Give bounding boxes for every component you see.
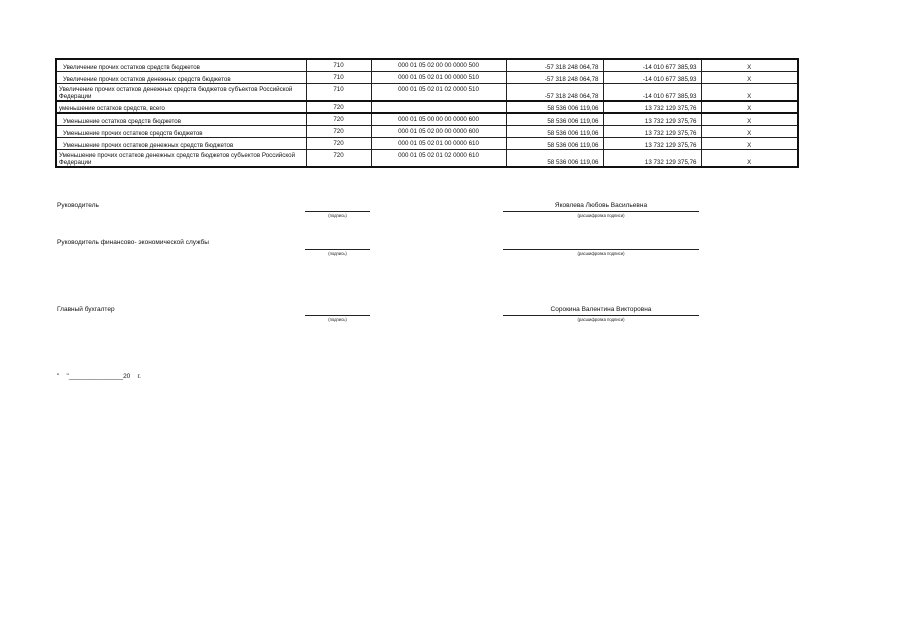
row-code: 710 [306, 83, 371, 101]
row-name: уменьшение остатков средств, всего [56, 101, 306, 113]
head-name-line [503, 211, 699, 212]
head-signature-hint: (подпись) [328, 213, 347, 218]
row-code: 720 [306, 137, 371, 149]
row-x: X [701, 83, 798, 101]
row-x: X [701, 137, 798, 149]
row-name: Увеличение прочих остатков средств бюджетов [56, 59, 306, 71]
table-row [56, 125, 798, 137]
head-name-hint: (расшифровка подписи) [577, 213, 625, 218]
row-x: X [701, 149, 798, 167]
table-row [56, 83, 798, 101]
accountant-signature-label: Главный бухгалтер [57, 306, 115, 313]
row-x: X [701, 59, 798, 71]
finance-name-hint: (расшифровка подписи) [577, 251, 625, 256]
row-kbk: 000 01 05 00 00 00 0000 600 [371, 113, 506, 125]
row-x: X [701, 113, 798, 125]
date-line: " "_______________20 г. [57, 373, 141, 380]
row-x: X [701, 125, 798, 137]
row-kbk: 000 01 05 02 01 02 0000 510 [371, 83, 506, 101]
row-code: 720 [306, 149, 371, 167]
finance-signature-hint: (подпись) [328, 251, 347, 256]
row-x: X [701, 101, 798, 113]
accountant-signature-line [305, 315, 370, 316]
head-signature-label: Руководитель [57, 202, 99, 209]
row-plan: 58 536 006 119,06 [506, 149, 603, 167]
sources-table [55, 58, 799, 168]
row-plan: -57 318 248 064,78 [506, 71, 603, 83]
row-fact: 13 732 129 375,76 [603, 125, 701, 137]
table-row [56, 113, 798, 125]
row-code: 720 [306, 125, 371, 137]
row-fact: -14 010 677 385,93 [603, 83, 701, 101]
row-x: X [701, 71, 798, 83]
finance-signature-line [305, 249, 370, 250]
finance-name-line [503, 249, 699, 250]
row-kbk: 000 01 05 02 01 00 0000 610 [371, 137, 506, 149]
row-code: 720 [306, 101, 371, 113]
row-code: 710 [306, 71, 371, 83]
row-name: Уменьшение прочих остатков денежных средств бюджетов [56, 137, 306, 149]
row-name: Уменьшение прочих остатков денежных средств бюджетов субъектов Российской Федерации [56, 149, 306, 167]
table-row [56, 137, 798, 149]
row-kbk [371, 101, 506, 113]
row-fact: 13 732 129 375,76 [603, 113, 701, 125]
accountant-name-line [503, 315, 699, 316]
accountant-name: Сорокина Валентина Викторовна [550, 306, 652, 313]
row-kbk: 000 01 05 02 00 00 0000 600 [371, 125, 506, 137]
row-name: Увеличение прочих остатков денежных средств бюджетов [56, 71, 306, 83]
finance-signature-label: Руководитель финансово- экономической службы [57, 239, 209, 246]
table-row [56, 71, 798, 83]
row-plan: -57 318 248 064,78 [506, 59, 603, 71]
row-name: Уменьшение остатков средств бюджетов [56, 113, 306, 125]
row-plan: 58 536 006 119,06 [506, 113, 603, 125]
table-row [56, 59, 798, 71]
row-fact: 13 732 129 375,76 [603, 101, 701, 113]
row-code: 710 [306, 59, 371, 71]
row-plan: 58 536 006 119,06 [506, 101, 603, 113]
row-fact: 13 732 129 375,76 [603, 137, 701, 149]
row-plan: 58 536 006 119,06 [506, 125, 603, 137]
row-name: Увеличение прочих остатков денежных средств бюджетов субъектов Российской Федерации [56, 83, 306, 101]
head-signature-line [305, 211, 370, 212]
row-fact: -14 010 677 385,93 [603, 59, 701, 71]
row-kbk: 000 01 05 02 01 00 0000 510 [371, 71, 506, 83]
table-row [56, 149, 798, 167]
row-plan: -57 318 248 064,78 [506, 83, 603, 101]
row-name: Уменьшение прочих остатков средств бюджетов [56, 125, 306, 137]
accountant-signature-hint: (подпись) [328, 317, 347, 322]
accountant-name-hint: (расшифровка подписи) [577, 317, 625, 322]
row-fact: 13 732 129 375,76 [603, 149, 701, 167]
row-code: 720 [306, 113, 371, 125]
row-plan: 58 536 006 119,06 [506, 137, 603, 149]
row-kbk: 000 01 05 02 01 02 0000 610 [371, 149, 506, 167]
row-fact: -14 010 677 385,93 [603, 71, 701, 83]
row-kbk: 000 01 05 02 00 00 0000 500 [371, 59, 506, 71]
table-row [56, 101, 798, 113]
head-name: Яковлева Любовь Васильевна [554, 202, 648, 209]
